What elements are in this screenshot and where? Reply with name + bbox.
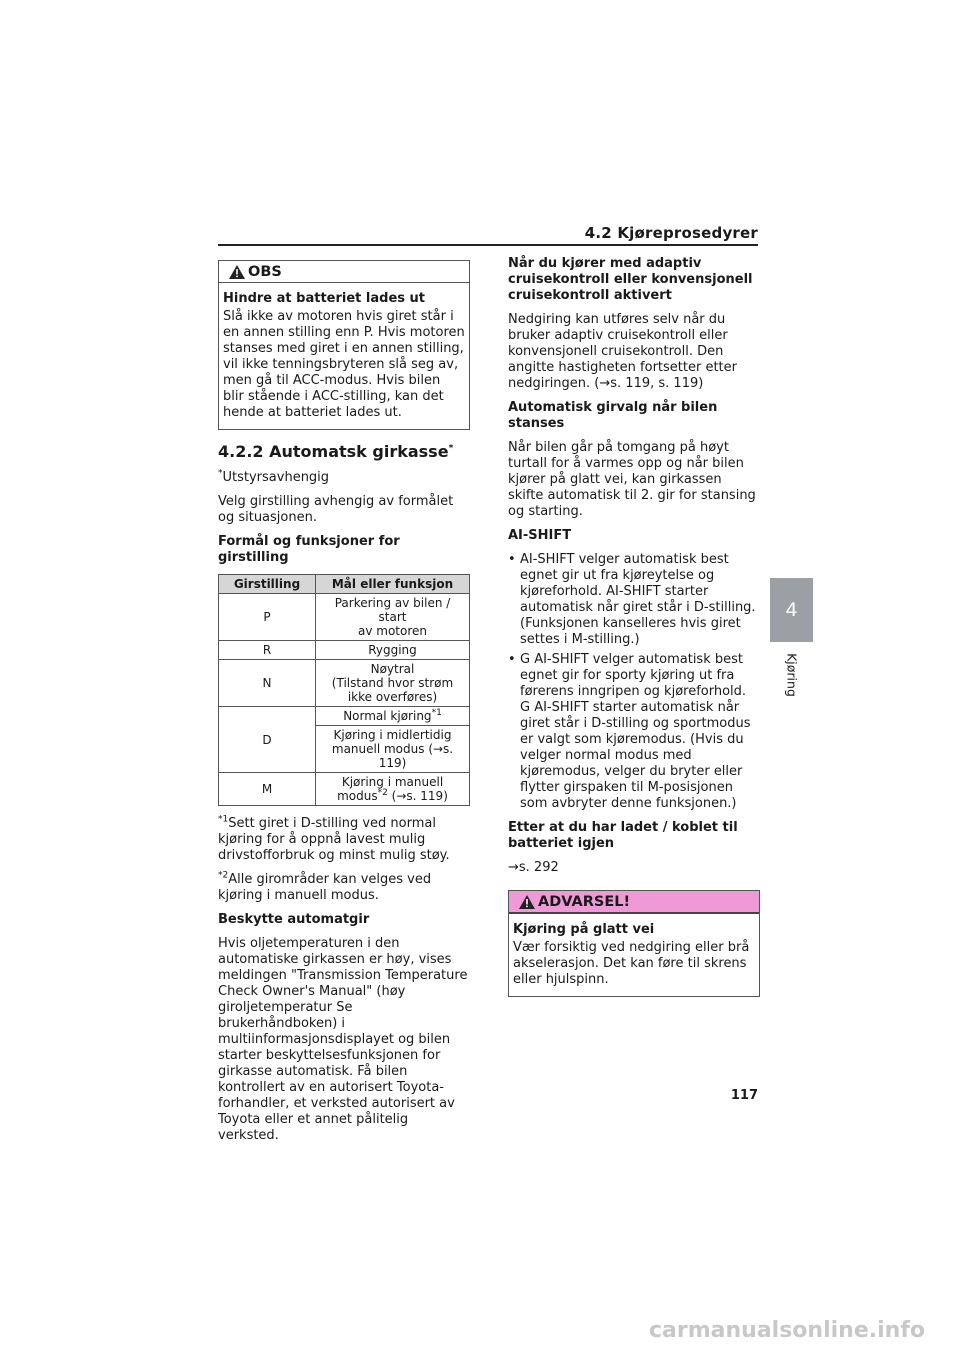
- function-cell: Kjøring i manuell modus$^{*2}$ (→s. 119): [316, 773, 470, 806]
- obs-box: [218, 260, 470, 430]
- left-column: [218, 260, 470, 1152]
- protect-text: Hvis oljetemperaturen i den automatiske girkassen er høy, vises meldingen "Transmission Temperature Check Owner's Manual" (høy giroljetemperatur Se brukerhåndboken) i multiinformasjonsdisplayet og bilen starter beskyttelsesfunksjonen for girkasse automatisk. Få bilen kontrollert av en autorisert Toyota-forhandler, et verksted autorisert av Toyota eller et annet pålitelig verksted.: [218, 936, 468, 1143]
- obs-subtitle: Hindre at batteriet lades ut: [223, 291, 425, 306]
- section-header: 4.2 Kjøreprosedyrer: [584, 224, 758, 242]
- obs-body: [219, 283, 469, 429]
- warning-body: [509, 914, 759, 996]
- function-cell: Nøytral (Tilstand hvor strøm ikke overføres): [316, 660, 470, 707]
- list-item: • AI-SHIFT velger automatisk best egnet gir ut fra kjøreytelse og kjøreforhold. AI-SHIFT starter automatisk når giret står i D-stilling. (Funksjonen kanselleres hvis giret settes i M-stilling.): [508, 552, 760, 648]
- warning-subtitle: Kjøring på glatt vei: [513, 922, 655, 937]
- gear-cell: R: [219, 641, 316, 660]
- function-cell: Rygging: [316, 641, 470, 660]
- function-cell: Normal kjøring$^{*1}$: [316, 707, 470, 726]
- table-note-2: $^{*2}$Alle girområder kan velges ved kjøring i manuell modus.: [218, 870, 432, 903]
- warning-header: [509, 891, 759, 914]
- section-intro: Velg girstilling avhengig av formålet og situasjonen.: [218, 494, 454, 525]
- table-header-row: [219, 575, 470, 594]
- warning-icon: [519, 895, 535, 909]
- obs-text: Slå ikke av motoren hvis giret står i en annen stilling enn P. Hvis motoren stanses med giret i en annen stilling, vil ikke tenningsbryteren slå seg av, men gå til ACC-modus. Hvis bilen blir stående i ACC-stilling, kan det hende at batteriet lades ut.: [223, 309, 465, 420]
- obs-title: OBS: [248, 263, 282, 280]
- table-title: Formål og funksjoner for girstilling: [218, 534, 400, 565]
- table-row: [219, 707, 470, 726]
- cruise-title: Når du kjører med adaptiv cruisekontroll eller konvensjonell cruisekontroll aktivert: [508, 256, 753, 303]
- table-note-1: $^{*1}$Sett giret i D-stilling ved normal kjøring for å oppnå lavest mulig drivstofforbruk og minst mulig støy.: [218, 814, 450, 863]
- auto-text: Når bilen går på tomgang på høyt turtall for å varmes opp og når bilen kjører på glatt vei, kan girkassen skifte automatisk til 2. gir for stansing og starting.: [508, 440, 756, 519]
- table-row: [219, 773, 470, 806]
- list-item: • G AI-SHIFT velger automatisk best egnet gir for sporty kjøring ut fra førerens inngripen og kjøreforhold. G AI-SHIFT starter automatisk når giret står i D-stilling og sportmodus er valgt som kjøremodus. (Hvis du velger normal modus med kjøremodus, velger du bryter eller flytter girspaken til M-posisjonen som avbryter denne funksjonen.): [508, 652, 760, 812]
- header-rule: [218, 244, 758, 246]
- charge-title: Etter at du har ladet / koblet til batteriet igjen: [508, 820, 738, 851]
- table-header: Girstilling: [219, 575, 316, 594]
- gear-cell: P: [219, 594, 316, 641]
- gear-cell: M: [219, 773, 316, 806]
- chapter-tab: 4: [770, 578, 813, 642]
- gear-cell: D: [219, 707, 316, 773]
- section-heading: 4.2.2 Automatsk girkasse*: [218, 442, 454, 461]
- page-number: 117: [730, 1088, 758, 1103]
- gear-table: [218, 574, 470, 806]
- ai-shift-title: AI-SHIFT: [508, 528, 572, 543]
- warning-text: Vær forsiktig ved nedgiring eller brå akselerasjon. Det kan føre til skrens eller hjulspinn.: [513, 940, 750, 987]
- watermark: carmanualsonline.info: [649, 1318, 925, 1343]
- chapter-label: [770, 645, 813, 705]
- obs-header: [219, 261, 469, 283]
- table-row: [219, 641, 470, 660]
- cruise-text: Nedgiring kan utføres selv når du bruker adaptiv cruisekontroll eller konvensjonell cruisekontroll. Den angitte hastigheten fortsetter etter nedgiringen. (→s. 119, s. 119): [508, 312, 737, 391]
- warning-title: ADVARSEL!: [538, 893, 631, 910]
- gear-cell: N: [219, 660, 316, 707]
- warning-box: [508, 890, 760, 997]
- table-row: [219, 594, 470, 641]
- table-row: [219, 660, 470, 707]
- warning-icon: [229, 265, 245, 279]
- table-header: Mål eller funksjon: [316, 575, 470, 594]
- footnote-equipment: *Utstyrsavhengig: [218, 468, 330, 485]
- charge-ref: →s. 292: [508, 860, 559, 875]
- function-cell: Parkering av bilen / start av motoren: [316, 594, 470, 641]
- chapter-label-text: Kjøring: [784, 653, 799, 697]
- right-column: [508, 256, 760, 1011]
- ai-shift-list: [508, 552, 760, 812]
- protect-title: Beskytte automatgir: [218, 912, 370, 927]
- auto-title: Automatisk girvalg når bilen stanses: [508, 400, 718, 431]
- function-cell: Kjøring i midlertidig manuell modus (→s. 119): [316, 726, 470, 773]
